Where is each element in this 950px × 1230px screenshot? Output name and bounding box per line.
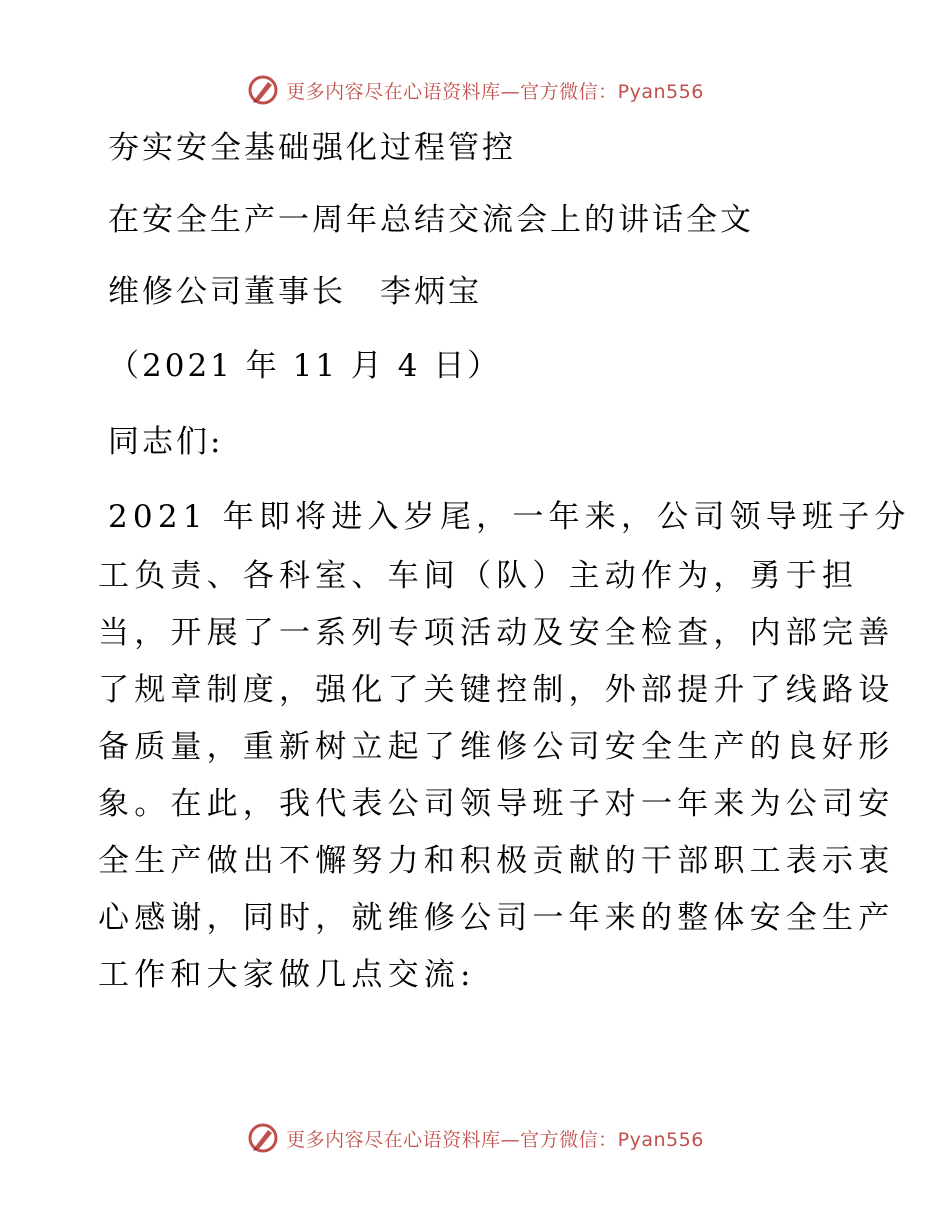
footer-banner-text: 更多内容尽在心语资料库—官方微信：Pyan556 bbox=[286, 1128, 704, 1151]
salutation: 同志们: bbox=[108, 424, 224, 460]
paragraph-line: 心感谢，同时，就维修公司一年来的整体安全生产 bbox=[98, 900, 895, 936]
pen-circle-logo-icon bbox=[246, 1121, 280, 1155]
header-banner-text: 更多内容尽在心语资料库—官方微信：Pyan556 bbox=[286, 80, 704, 103]
paragraph-line: 2021 年即将进入岁尾，一年来，公司领导班子分 bbox=[108, 499, 911, 535]
paragraph-line: 当，开展了一系列专项活动及安全检查，内部完善 bbox=[98, 615, 895, 651]
author-line: 维修公司董事长 李炳宝 bbox=[108, 274, 482, 310]
header-banner bbox=[0, 70, 950, 110]
pen-circle-logo-icon bbox=[246, 73, 280, 107]
date-line: （2021 年 11 月 4 日） bbox=[108, 348, 502, 384]
paragraph-line: 工负责、各科室、车间（队）主动作为，勇于担 bbox=[98, 558, 859, 594]
paragraph-line: 备质量，重新树立起了维修公司安全生产的良好形 bbox=[98, 729, 895, 765]
paragraph-line: 象。在此，我代表公司领导班子对一年来为公司安 bbox=[98, 786, 895, 822]
paragraph-line: 了规章制度，强化了关键控制，外部提升了线路设 bbox=[98, 672, 895, 708]
paragraph-line: 工作和大家做几点交流: bbox=[98, 957, 476, 993]
footer-banner bbox=[0, 1118, 950, 1158]
document-title: 夯实安全基础强化过程管控 bbox=[108, 130, 516, 166]
paragraph-line: 全生产做出不懈努力和积极贡献的干部职工表示衷 bbox=[98, 843, 895, 879]
document-subtitle: 在安全生产一周年总结交流会上的讲话全文 bbox=[108, 202, 754, 238]
